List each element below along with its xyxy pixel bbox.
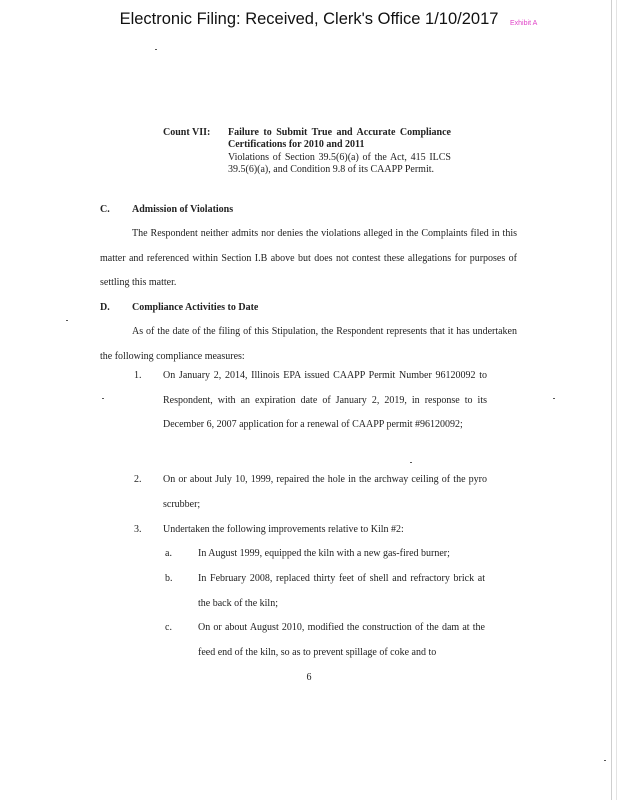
scan-speck <box>102 398 104 399</box>
sub-list-item-text: On or about August 2010, modified the construction of the dam at the feed end of the kiln, so as to prevent spillage of coke and to <box>198 622 485 658</box>
scan-speck <box>410 462 412 463</box>
list-item-text: Undertaken the following improvements relative to Kiln #2: <box>163 524 404 535</box>
scan-speck <box>604 760 606 761</box>
section-c-paragraph: The Respondent neither admits nor denies the violations alleged in the Complaints filed in this matter and referenced within Section I.B above but does not contest these allegations for purposes of settling this matter. <box>100 228 517 288</box>
sub-list-item-text: In August 1999, equipped the kiln with a new gas-fired burner; <box>198 548 450 559</box>
section-c-title: Admission of Violations <box>132 204 234 215</box>
list-item-text: On January 2, 2014, Illinois EPA issued CAAPP Permit Number 96120092 to Respondent, with an expiration date of January 2, 2019, in response to its December 6, 2007 application for a renewal of CAAPP permit #96120092; <box>163 370 487 430</box>
section-d-letter: D. <box>100 302 110 313</box>
section-d-title: Compliance Activities to Date <box>132 302 259 313</box>
section-d-paragraph: As of the date of the filing of this Stipulation, the Respondent represents that it has undertaken the following compliance measures: <box>100 326 517 362</box>
scan-edge-line <box>616 0 617 800</box>
sub-list-item-letter: b. <box>165 573 173 584</box>
count-block <box>228 127 451 176</box>
exhibit-tag: Exhibit A <box>510 20 538 27</box>
list-item-number: 3. <box>134 524 142 535</box>
sub-list-item-letter: c. <box>165 622 172 633</box>
scan-speck <box>66 320 68 321</box>
filing-stamp: Electronic Filing: Received, Clerk's Office 1/10/2017 <box>119 10 499 28</box>
scan-edge-line <box>611 0 612 800</box>
sub-list-item-text: In February 2008, replaced thirty feet of shell and refractory brick at the back of the kiln; <box>198 573 485 609</box>
list-item-number: 1. <box>134 370 142 381</box>
sub-list-item-letter: a. <box>165 548 172 559</box>
scan-speck <box>155 49 157 50</box>
count-title: Failure to Submit True and Accurate Compliance Certifications for 2010 and 2011 <box>228 127 451 151</box>
count-description: Violations of Section 39.5(6)(a) of the Act, 415 ILCS 39.5(6)(a), and Condition 9.8 of its CAAPP Permit. <box>228 151 451 175</box>
count-label: Count VII: <box>163 127 211 138</box>
scan-speck <box>553 398 555 399</box>
list-item-text: On or about July 10, 1999, repaired the hole in the archway ceiling of the pyro scrubber; <box>163 474 487 510</box>
list-item-number: 2. <box>134 474 142 485</box>
page-number: 6 <box>306 672 312 683</box>
section-c-letter: C. <box>100 204 110 215</box>
